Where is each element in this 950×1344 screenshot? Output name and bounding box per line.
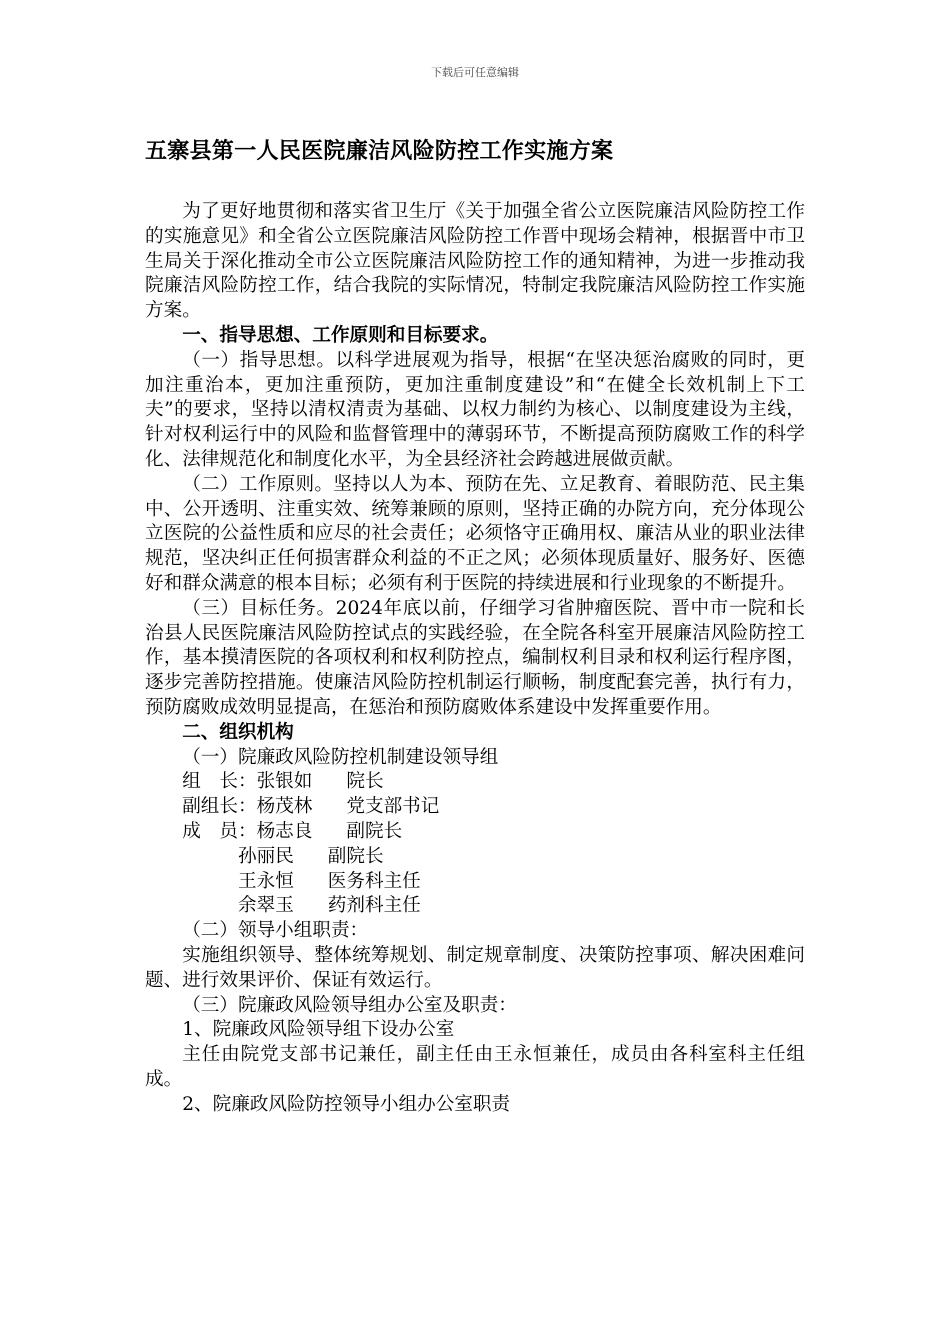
section1-paragraph-2: （二）工作原则。坚持以人为本、预防在先、立足教育、着眼防范、民主集中、公开透明、注重实效、统筹兼顾的原则，坚持正确的办院方向，充分体现公立医院的公益性质和应尽的社会责任；必须恪守正确用权、廉洁从业的职业法律规范，坚决纠正任何损害群众利益的不正之风；必须体现质量好、服务好、医德好和群众满意的根本目标；必须有利于医院的持续进展和行业现象的不断提升。 bbox=[145, 473, 805, 594]
section2-item1: 1、院廉政风险领导组下设办公室 bbox=[182, 1019, 455, 1041]
members-label: 成 员： bbox=[182, 820, 257, 842]
leader-name: 张银如 bbox=[256, 771, 313, 793]
deputy-name: 杨茂林 bbox=[256, 796, 313, 818]
section1-heading: 一、指导思想、工作原则和目标要求。 bbox=[182, 324, 499, 346]
member-title: 医务科主任 bbox=[327, 870, 421, 892]
header-note: 下载后可任意编辑 bbox=[431, 66, 519, 79]
member-title: 副院长 bbox=[346, 820, 403, 842]
deputy-row bbox=[145, 795, 805, 820]
leader-title: 院长 bbox=[346, 771, 384, 793]
member-title: 副院长 bbox=[327, 845, 384, 867]
document-title: 五寨县第一人民医院廉洁风险防控工作实施方案 bbox=[145, 138, 614, 164]
document-body bbox=[145, 200, 805, 1117]
section2-sub1: （一）院廉政风险防控机制建设领导组 bbox=[182, 746, 499, 768]
member-name: 杨志良 bbox=[256, 820, 313, 842]
section2-heading: 二、组织机构 bbox=[182, 721, 294, 743]
member-name: 王永恒 bbox=[238, 870, 294, 892]
leader-row bbox=[145, 770, 805, 795]
section2-sub3: （三）院廉政风险领导组办公室及职责： bbox=[182, 994, 517, 1016]
leader-label: 组 长： bbox=[182, 771, 257, 793]
section2-item1-text: 主任由院党支部书记兼任，副主任由王永恒兼任，成员由各科室科主任组成。 bbox=[145, 1044, 805, 1090]
member-row bbox=[145, 894, 805, 919]
section2-item2: 2、院廉政风险防控领导小组办公室职责 bbox=[182, 1093, 511, 1115]
deputy-label: 副组长： bbox=[182, 796, 257, 818]
member-row bbox=[145, 870, 805, 895]
section1-paragraph-3: （三）目标任务。2024年底以前，仔细学习省肿瘤医院、晋中市一院和长治县人民医院廉洁风险防控试点的实践经验，在全院各科室开展廉洁风险防控工作，基本摸清医院的各项权利和权利防控点，编制权利目录和权利运行程序图，逐步完善防控措施。使廉洁风险防控机制运行顺畅，制度配套完善，执行有力，预防腐败成效明显提高，在惩治和预防腐败体系建设中发挥重要作用。 bbox=[145, 597, 805, 718]
member-row bbox=[145, 845, 805, 870]
section2-sub2: （二）领导小组职责： bbox=[182, 920, 369, 942]
section1-paragraph-1: （一）指导思想。以科学进展观为指导，根据“在坚决惩治腐败的同时，更加注重治本，更加注重预防，更加注重制度建设”和“在健全长效机制上下工夫”的要求，坚持以清权清责为基础、以权力制约为核心、以制度建设为主线，针对权利运行中的风险和监督管理中的薄弱环节，不断提高预防腐败工作的科学化、法律规范化和制度化水平，为全县经济社会跨越进展做贡献。 bbox=[145, 349, 805, 470]
member-row bbox=[145, 820, 805, 845]
deputy-title: 党支部书记 bbox=[346, 796, 440, 818]
member-name: 孙丽民 bbox=[238, 845, 294, 867]
member-name: 余翠玉 bbox=[238, 895, 294, 917]
member-title: 药剂科主任 bbox=[327, 895, 421, 917]
section2-sub2-text: 实施组织领导、整体统筹规划、制定规章制度、决策防控事项、解决困难问题、进行效果评价、保证有效运行。 bbox=[145, 944, 805, 991]
intro-paragraph: 为了更好地贯彻和落实省卫生厅《关于加强全省公立医院廉洁风险防控工作的实施意见》和全省公立医院廉洁风险防控工作晋中现场会精神，根据晋中市卫生局关于深化推动全市公立医院廉洁风险防控工作的通知精神，为进一步推动我院廉洁风险防控工作，结合我院的实际情况，特制定我院廉洁风险防控工作实施方案。 bbox=[145, 201, 805, 322]
